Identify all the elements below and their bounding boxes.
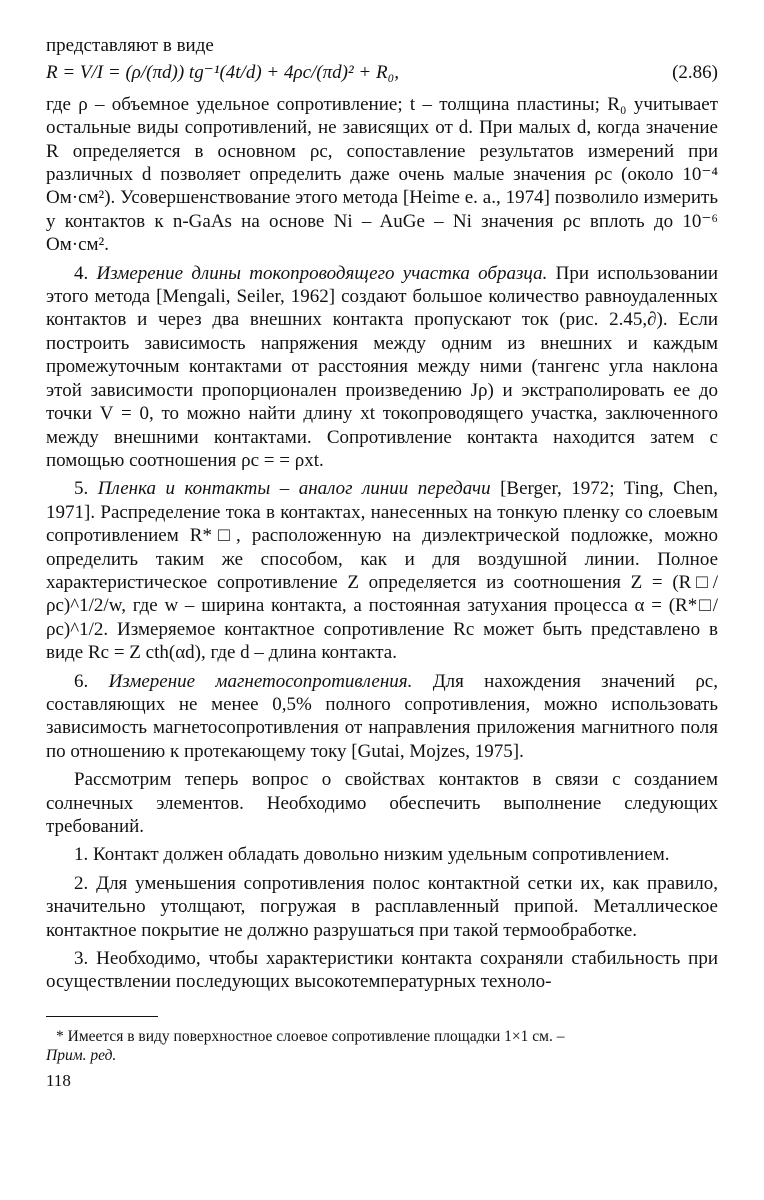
footnote-text: * Имеется в виду поверхностное слоевое сопротивление площадки 1×1 см. – — [56, 1027, 565, 1045]
paragraph-method-4 — [46, 262, 718, 473]
section-4-number: 4. — [74, 262, 97, 284]
requirement-1: 1. Контакт должен обладать довольно низким удельным сопротивлением. — [74, 844, 670, 866]
footnote-divider — [46, 1016, 158, 1017]
section-6-number: 6. — [74, 670, 109, 692]
equation-2-86 — [46, 61, 718, 84]
section-4-body: При использовании этого метода [Mengali, Seiler, 1962] создают большое количество равноудаленных контактов и через два внешних контакта пропускают ток (рис. 2.45,∂). Если построить зависимость напряжения между одним из внешних и каждым промежуточным контактами от расстояния между ними (тангенс угла наклона этой зависимости пропорционален произведению Jρ) и экстраполировать ее до точки V = 0, то можно найти длину xt токопроводящего участка, заключенного между внешними контактами. Сопротивление контакта находится затем с помощью соотношения ρc = = ρxt. — [46, 262, 719, 471]
equation-number: (2.86) — [672, 62, 718, 84]
page-number: 118 — [46, 1070, 71, 1090]
paragraph-requirements-intro: Рассмотрим теперь вопрос о свойствах контактов в связи с созданием солнечных элементов. Необходимо обеспечить выполнение следующих требований. — [46, 769, 718, 837]
paragraph-method-6 — [46, 670, 718, 764]
paragraph-method-5 — [46, 477, 718, 664]
footnote-attribution: Прим. ред. — [46, 1046, 117, 1064]
requirement-2: 2. Для уменьшения сопротивления полос контактной сетки их, как правило, значительно утолщают, погружая в расплавленный припой. Металлическое контактное покрытие не должно разрушаться при такой термообработке. — [46, 872, 718, 941]
section-6-body: Для нахождения значений ρc, составляющих не менее 0,5% полного сопротивления, можно использовать зависимость магнетосопротивления от направления приложения магнитного поля по отношению к протекающему току [Gutai, Mojzes, 1975]. — [46, 670, 718, 762]
paragraph-definitions: где ρ – объемное удельное сопротивление; t – толщина пластины; R₀ учитывает остальные виды сопротивлений, не зависящих от d. При малых d, когда значение R определяется в основном ρc, сопоставление результатов измерений при различных d позволяет определить даже очень малые значения ρc (около 10⁻⁴ Ом·см²). Усовершенствование этого метода [Heime e. a., 1974] позволило измерить у контактов к n-GaAs на основе Ni – AuGe – Ni значения ρc вплоть до 10⁻⁶ Ом·см². — [46, 93, 718, 256]
requirement-3: 3. Необходимо, чтобы характеристики контакта сохраняли стабильность при осуществлении последующих высокотемпературных техноло- — [46, 948, 718, 993]
section-5-title: Пленка и контакты – аналог линии передачи — [97, 478, 501, 500]
section-4-title: Измерение длины токопроводящего участка образца. — [96, 262, 556, 284]
footnote — [46, 1027, 718, 1065]
section-5-number: 5. — [74, 478, 98, 500]
section-5-body: [Berger, 1972; Ting, Chen, 1971]. Распределение тока в контактах, нанесенных на тонкую пленку со слоевым сопротивлением R*□, расположенную на диэлектрической подложке, можно определить таким же способом, как и для воздушной линии. Полное характеристическое сопротивление Z определяется из соотношения Z = (R□/ρc)^1/2/w, где w – ширина контакта, а постоянная затухания процесса α = (R*□/ρc)^1/2. Измеряемое контактное сопротивление Rc может быть представлено в виде Rc = Z cth(αd), где d – длина контакта. — [46, 478, 719, 664]
document-page — [46, 34, 718, 1092]
intro-text: представляют в виде — [46, 35, 214, 56]
equation-expression: R = V/I = (ρ/(πd)) tg⁻¹(4t/d) + 4ρc/(πd)² + R₀, — [46, 62, 399, 84]
section-6-title: Измерение магнетосопротивления. — [108, 670, 433, 692]
